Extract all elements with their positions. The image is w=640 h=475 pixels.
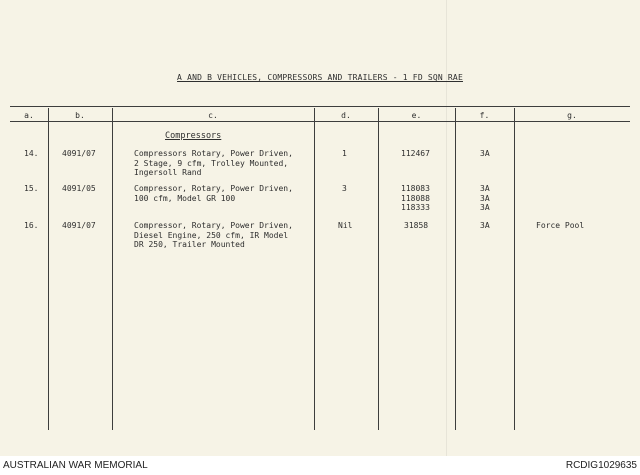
table-header-rule [10,121,630,122]
quantity: 1 [342,149,347,158]
column-divider [514,108,515,430]
row-number: 16. [24,221,39,230]
catalogue-number: 4091/05 [62,184,96,193]
column-header-e: e. [411,111,422,120]
column-divider [378,108,379,430]
column-header-b: b. [75,111,85,120]
serial-numbers: 118083 118088 118333 [401,184,430,212]
row-number: 15. [24,184,39,193]
serial-numbers: 112467 [401,149,430,158]
archive-credit: AUSTRALIAN WAR MEMORIAL [3,460,148,471]
category: 3A [480,149,490,158]
document-title: A AND B VEHICLES, COMPRESSORS AND TRAILERS - 1 FD SQN RAE [177,73,463,82]
item-description: Compressors Rotary, Power Driven, 2 Stage, 9 cfm, Trolley Mounted, Ingersoll Rand [134,149,293,177]
column-divider [314,108,315,430]
page-fold [446,0,447,456]
row-number: 14. [24,149,39,158]
table-top-rule [10,106,630,107]
item-description: Compressor, Rotary, Power Driven, 100 cfm, Model GR 100 [134,184,293,203]
column-divider [48,108,49,430]
column-header-g: g. [567,111,577,120]
quantity: Nil [338,221,353,230]
remarks: Force Pool [536,221,585,230]
archive-reference: RCDIG1029635 [565,460,637,471]
column-header-f: f. [479,111,490,120]
section-heading: Compressors [165,131,222,141]
column-header-a: a. [24,111,34,120]
column-header-d: d. [341,111,351,120]
item-description: Compressor, Rotary, Power Driven, Diesel Engine, 250 cfm, IR Model DR 250, Trailer Mounted [134,221,293,249]
catalogue-number: 4091/07 [62,149,96,158]
column-header-c: c. [208,111,218,120]
category: 3A [480,221,490,230]
category: 3A 3A 3A [480,184,490,212]
column-divider [455,108,456,430]
catalogue-number: 4091/07 [62,221,96,230]
quantity: 3 [342,184,347,193]
column-divider [112,108,113,430]
serial-numbers: 31858 [404,221,429,230]
